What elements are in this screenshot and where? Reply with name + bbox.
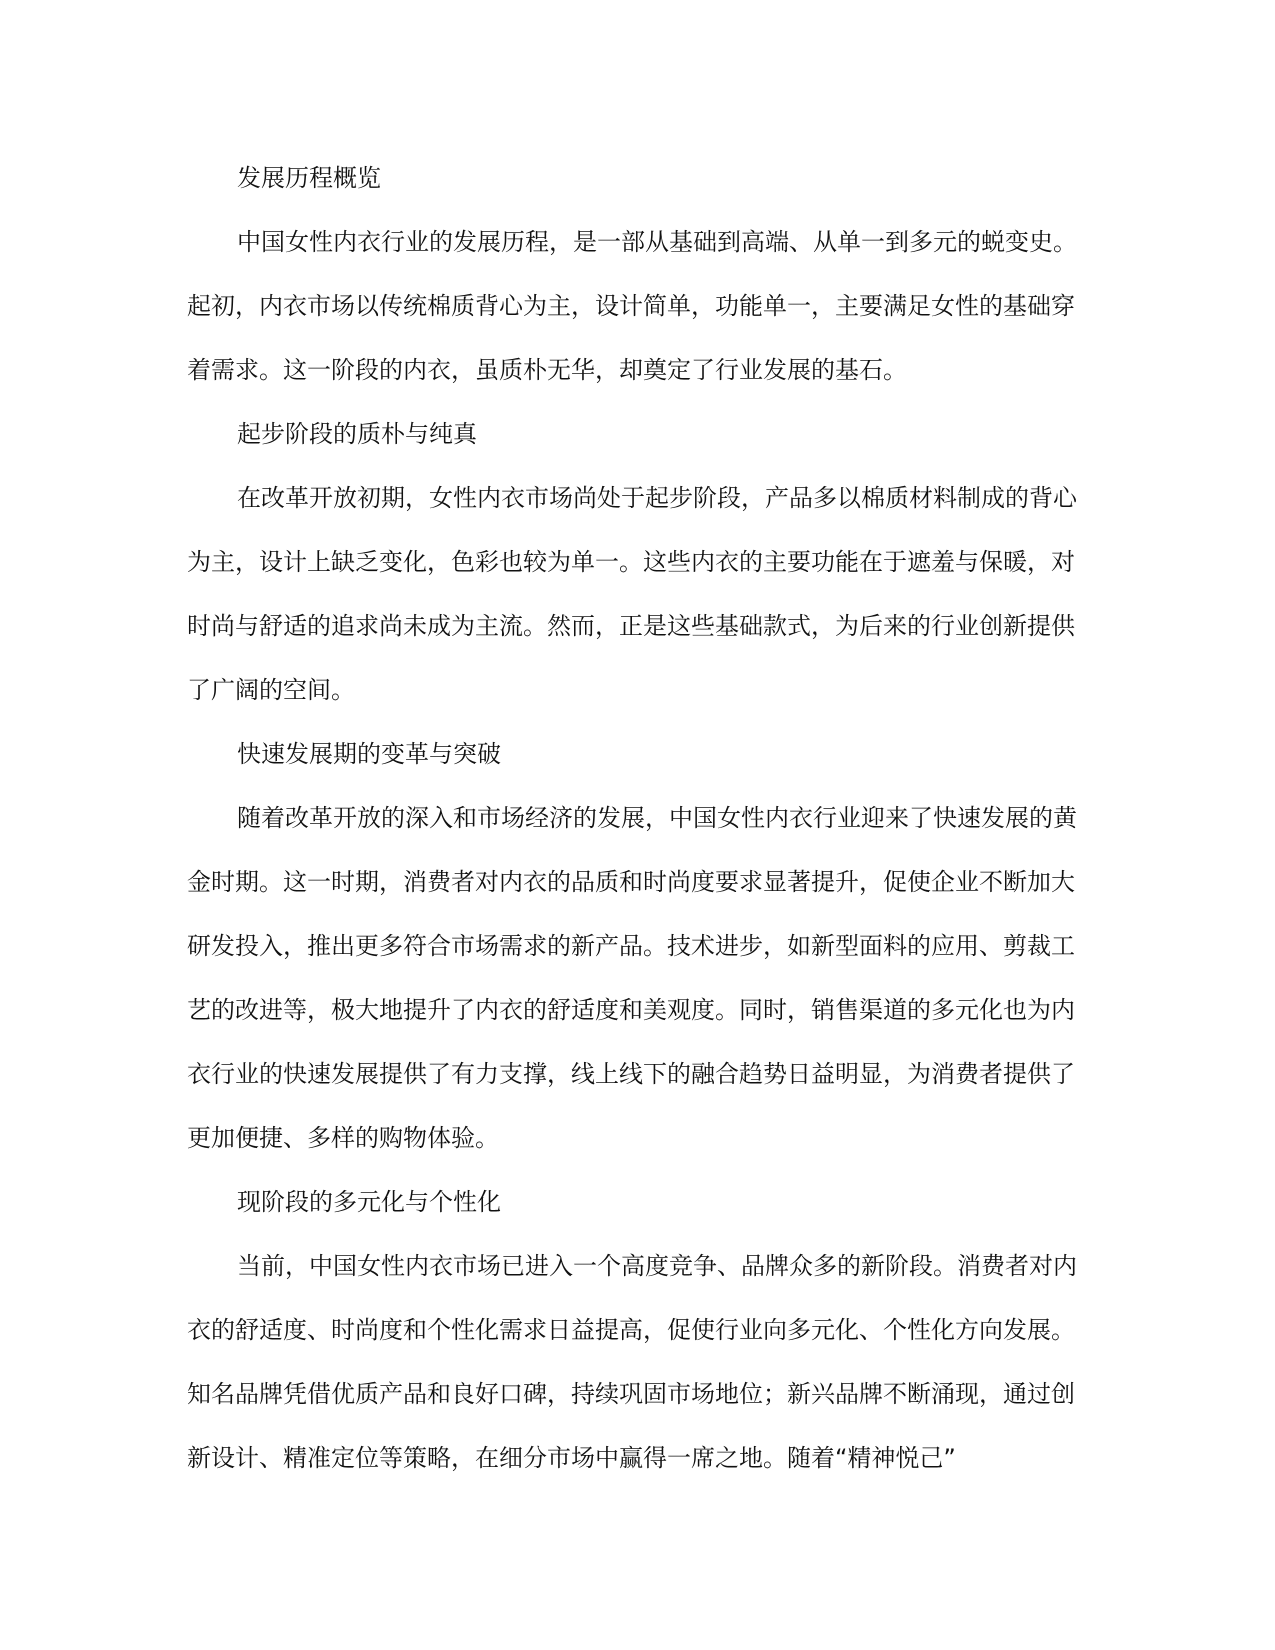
- section-heading-overview: 发展历程概览: [237, 164, 381, 192]
- section-body-overview: 中国女性内衣行业的发展历程，是一部从基础到高端、从单一到多元的蜕变史。起初，内衣市场以传统棉质背心为主，设计简单，功能单一，主要满足女性的基础穿着需求。这一阶段的内衣，虽质朴无华，却奠定了行业发展的基石。: [187, 228, 1077, 384]
- section-body-rapid-growth: 随着改革开放的深入和市场经济的发展，中国女性内衣行业迎来了快速发展的黄金时期。这一时期，消费者对内衣的品质和时尚度要求显著提升，促使企业不断加大研发投入，推出更多符合市场需求的新产品。技术进步，如新型面料的应用、剪裁工艺的改进等，极大地提升了内衣的舒适度和美观度。同时，销售渠道的多元化也为内衣行业的快速发展提供了有力支撑，线上线下的融合趋势日益明显，为消费者提供了更加便捷、多样的购物体验。: [187, 804, 1077, 1152]
- section-heading-early-stage: 起步阶段的质朴与纯真: [237, 420, 477, 448]
- document-body: [187, 146, 1087, 1490]
- section-body-current-stage: 当前，中国女性内衣市场已进入一个高度竞争、品牌众多的新阶段。消费者对内衣的舒适度、时尚度和个性化需求日益提高，促使行业向多元化、个性化方向发展。知名品牌凭借优质产品和良好口碑，持续巩固市场地位；新兴品牌不断涌现，通过创新设计、精准定位等策略，在细分市场中赢得一席之地。随着“精神悦己”: [187, 1252, 1077, 1472]
- section-body-early-stage: 在改革开放初期，女性内衣市场尚处于起步阶段，产品多以棉质材料制成的背心为主，设计上缺乏变化，色彩也较为单一。这些内衣的主要功能在于遮羞与保暖，对时尚与舒适的追求尚未成为主流。然而，正是这些基础款式，为后来的行业创新提供了广阔的空间。: [187, 484, 1077, 704]
- section-heading-rapid-growth: 快速发展期的变革与突破: [237, 740, 501, 768]
- section-heading-current-stage: 现阶段的多元化与个性化: [237, 1188, 501, 1216]
